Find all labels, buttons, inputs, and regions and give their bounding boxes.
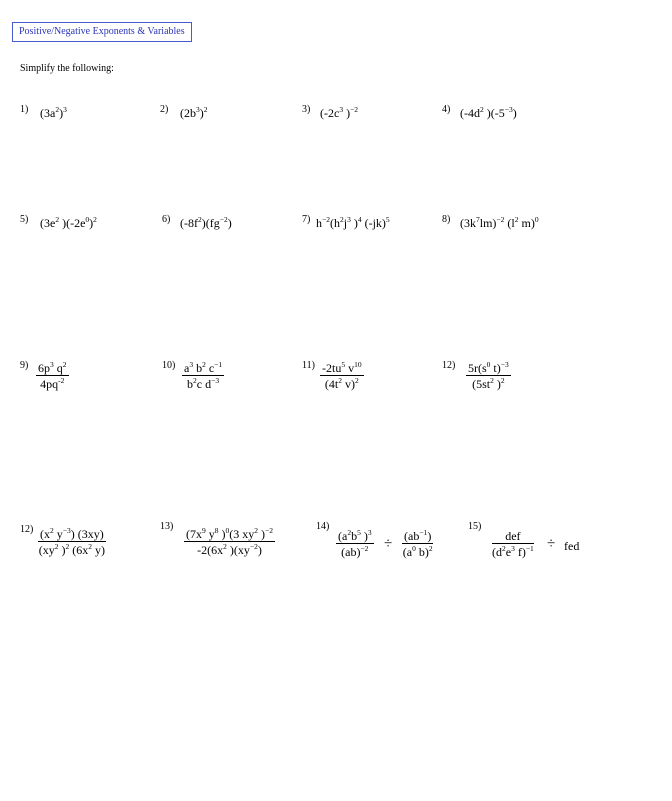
denominator: $b^2c$ $d^{-3}$ <box>187 376 220 391</box>
problem-number: 5) <box>20 214 29 225</box>
trailing-term: fed <box>564 539 580 553</box>
fraction <box>184 528 275 556</box>
problem-number: 1) <box>20 104 29 115</box>
problem-expression: $(3a^2)^3$ <box>40 105 67 120</box>
denominator: ($xy^2$ )$^2$ ($6x^2$ y) <box>38 542 105 557</box>
numerator: $5r(s^0$ t)$^{-3}$ <box>468 360 509 375</box>
fraction <box>182 362 224 390</box>
denominator: $4pq^{-2}$ <box>40 376 65 391</box>
problem-expression: ($3e^2$ )$(-2e^0)^2$ <box>40 215 97 230</box>
problem-16 <box>468 522 618 570</box>
worksheet-title: Positive/Negative Exponents & Variables <box>12 22 192 42</box>
numerator: $6p^3$ $q^2$ <box>38 360 67 375</box>
problem-number: 6) <box>162 214 171 225</box>
problem-number: 15) <box>468 521 482 532</box>
problem-12 <box>442 358 562 398</box>
problem-expression: $(3k^7lm)^{-2}$ ($l^2$ m)$^0$ <box>460 215 539 230</box>
divide-sign: ÷ <box>547 536 556 552</box>
fraction <box>38 528 106 556</box>
problem-expression: ($-4d^2$ )$(-5^{-3})$ <box>460 105 517 120</box>
problem-6 <box>162 215 282 235</box>
fraction <box>466 362 511 390</box>
denominator: (ab)$^{-2}$ <box>341 544 369 559</box>
fraction-left <box>336 530 374 558</box>
problem-number: 4) <box>442 104 451 115</box>
problem-number: 3) <box>302 104 311 115</box>
problem-number: 8) <box>442 214 451 225</box>
problem-4 <box>442 105 582 125</box>
problem-13 <box>20 522 150 566</box>
numerator: ($7x^9$ $y^8$ )$^0$(3 $xy^2$ )$^{-2}$ <box>186 526 273 541</box>
problem-3 <box>302 105 422 125</box>
problem-expression: $(-8f^2)(fg^{-2})$ <box>180 215 232 230</box>
problem-11 <box>302 358 422 398</box>
problem-10 <box>162 358 282 402</box>
denominator: ($d^2e^3$ f)$^{-1}$ <box>492 544 534 559</box>
numerator: $-2tu^5$ $v^{10}$ <box>322 360 362 375</box>
problem-number: 12) <box>20 524 34 535</box>
problem-number: 9) <box>20 360 29 371</box>
fraction <box>320 362 364 390</box>
numerator: ($x^2$ $y^{-3}$) (3xy) <box>40 526 104 541</box>
problem-expression: $h^{-2}(h^2j^3$ )$^4$ $(-jk)^5$ <box>316 215 390 230</box>
denominator: ($4t^2$ v)$^2$ <box>324 376 359 391</box>
problem-8 <box>442 215 582 235</box>
instructions: Simplify the following: <box>20 63 114 74</box>
problem-2 <box>160 105 280 125</box>
fraction-right <box>402 530 433 558</box>
problem-number: 10) <box>162 360 176 371</box>
problem-7 <box>302 215 432 235</box>
fraction <box>492 530 534 558</box>
problem-9 <box>20 358 140 398</box>
problem-5 <box>20 215 140 235</box>
problem-number: 7) <box>302 214 311 225</box>
problem-15 <box>316 522 456 570</box>
denominator: ($5st^2$ )$^2$ <box>472 376 505 391</box>
numerator: $(ab^{-1})$ <box>404 528 432 543</box>
problem-number: 14) <box>316 521 330 532</box>
numerator: ($a^2b^5$ )$^3$ <box>338 528 372 543</box>
denominator: $-2(6x^2$ )$(xy^{-2})$ <box>197 542 262 557</box>
problem-number: 12) <box>442 360 456 371</box>
problem-expression: ($-2c^3$ )$^{-2}$ <box>320 105 359 120</box>
problem-number: 13) <box>160 521 174 532</box>
problem-number: 2) <box>160 104 169 115</box>
problem-number: 11) <box>302 360 315 371</box>
divide-sign: ÷ <box>384 536 393 552</box>
problem-expression: $(2b^3)^2$ <box>180 105 208 120</box>
problem-14 <box>160 522 300 566</box>
denominator: ($a^0$ b)$^2$ <box>402 544 433 559</box>
problem-1 <box>20 105 140 125</box>
numerator: $a^3$ $b^2$ $c^{-1}$ <box>184 360 223 375</box>
numerator: def <box>492 530 534 544</box>
fraction <box>36 362 69 390</box>
